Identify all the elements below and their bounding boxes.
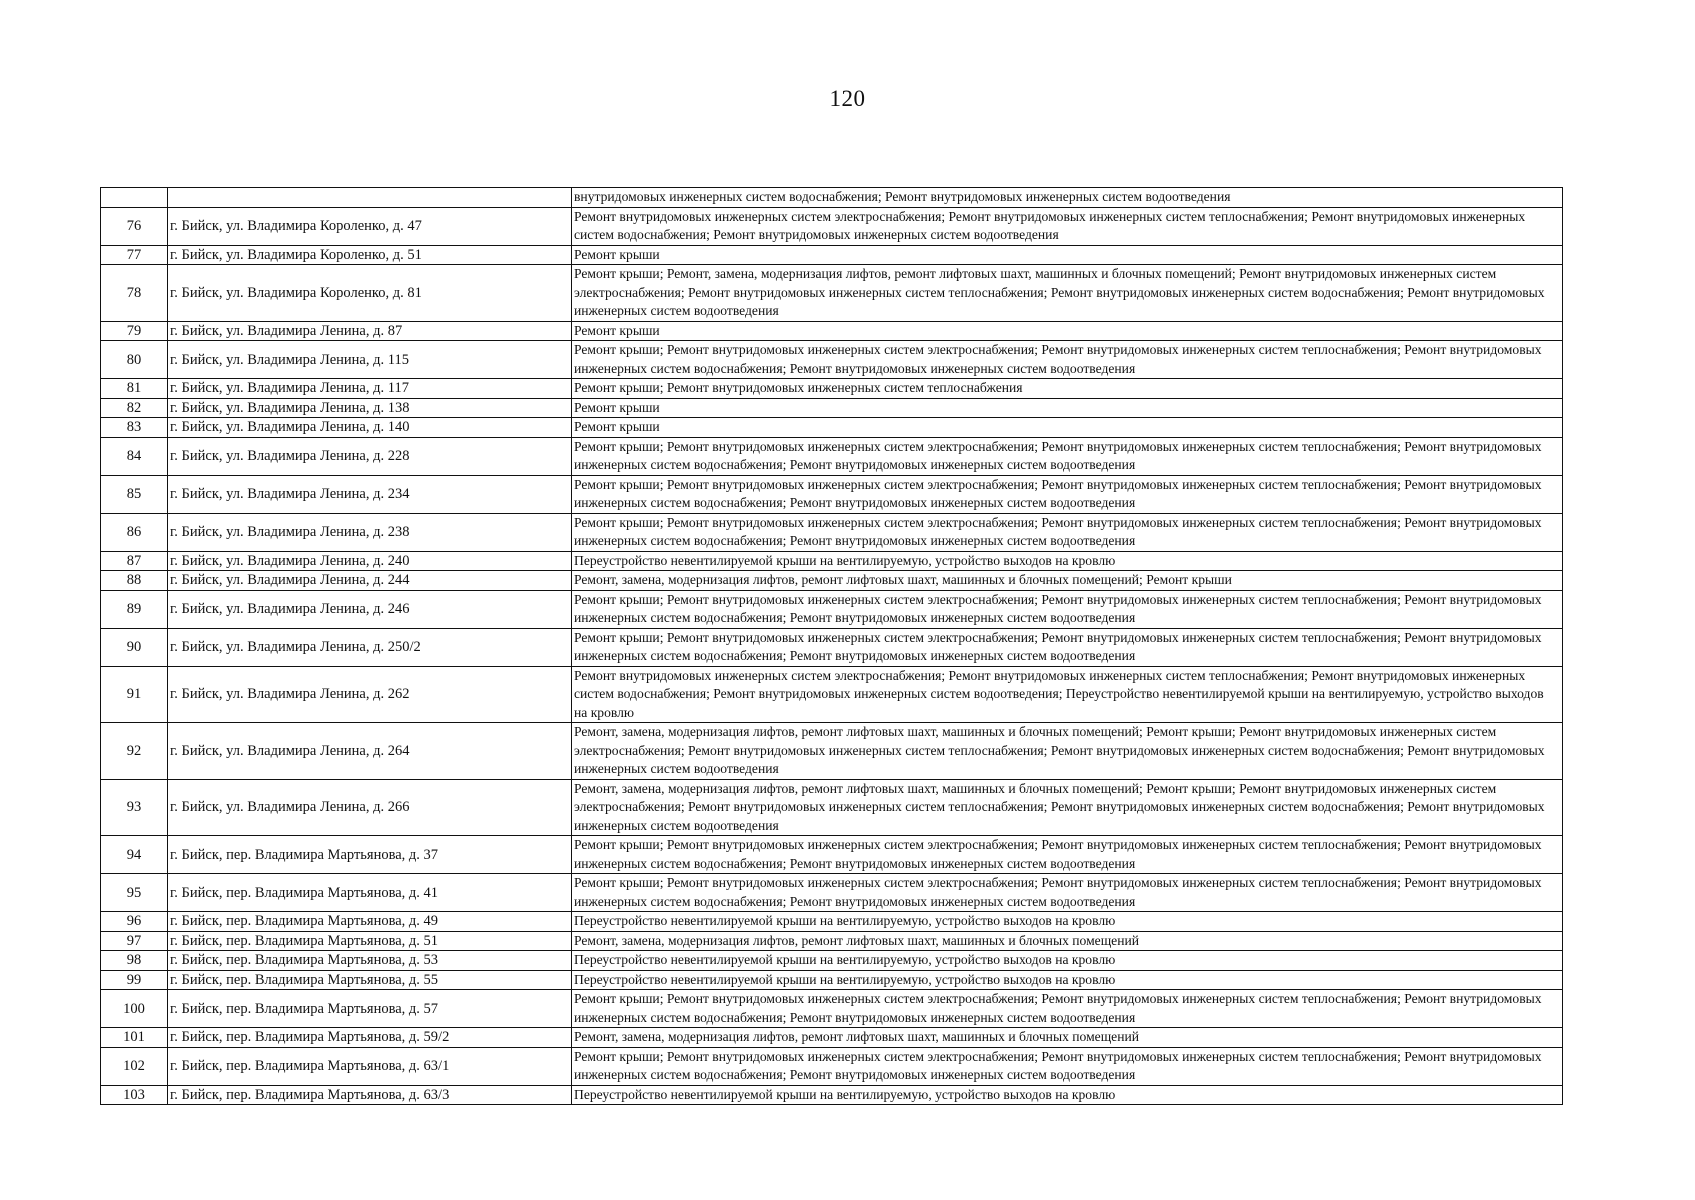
row-address: г. Бийск, ул. Владимира Ленина, д. 87 bbox=[168, 321, 572, 341]
repair-works-table bbox=[100, 187, 1563, 1105]
row-address: г. Бийск, ул. Владимира Короленко, д. 51 bbox=[168, 245, 572, 265]
table-row bbox=[101, 931, 1563, 951]
table-body bbox=[101, 188, 1563, 1105]
row-number: 100 bbox=[101, 990, 168, 1028]
row-number: 81 bbox=[101, 379, 168, 399]
row-address: г. Бийск, ул. Владимира Ленина, д. 115 bbox=[168, 341, 572, 379]
row-works: Ремонт крыши; Ремонт внутридомовых инженерных систем электроснабжения; Ремонт внутридомовых инженерных систем теплоснабжения; Ремонт внутридомовых инженерных систем водоснабжения; Ремонт внутридомовых инженерных систем водоотведения bbox=[572, 437, 1563, 475]
row-works: Ремонт, замена, модернизация лифтов, ремонт лифтовых шахт, машинных и блочных помещений; Ремонт крыши; Ремонт внутридомовых инженерных систем электроснабжения; Ремонт внутридомовых инженерных систем теплоснабжения; Ремонт внутридомовых инженерных систем водоснабжения; Ремонт внутридомовых инженерных систем водоотведения bbox=[572, 779, 1563, 836]
row-works: Ремонт крыши; Ремонт внутридомовых инженерных систем электроснабжения; Ремонт внутридомовых инженерных систем теплоснабжения; Ремонт внутридомовых инженерных систем водоснабжения; Ремонт внутридомовых инженерных систем водоотведения bbox=[572, 1047, 1563, 1085]
row-address: г. Бийск, ул. Владимира Ленина, д. 240 bbox=[168, 551, 572, 571]
row-works: Ремонт внутридомовых инженерных систем электроснабжения; Ремонт внутридомовых инженерных систем теплоснабжения; Ремонт внутридомовых инженерных систем водоснабжения; Ремонт внутридомовых инженерных систем водоотведения bbox=[572, 207, 1563, 245]
row-number: 90 bbox=[101, 628, 168, 666]
table-row bbox=[101, 1047, 1563, 1085]
row-works: Ремонт, замена, модернизация лифтов, ремонт лифтовых шахт, машинных и блочных помещений bbox=[572, 1028, 1563, 1048]
row-works: Переустройство невентилируемой крыши на вентилируемую, устройство выходов на кровлю bbox=[572, 970, 1563, 990]
row-address: г. Бийск, ул. Владимира Ленина, д. 117 bbox=[168, 379, 572, 399]
row-address: г. Бийск, ул. Владимира Ленина, д. 138 bbox=[168, 398, 572, 418]
row-number: 94 bbox=[101, 836, 168, 874]
row-address: г. Бийск, ул. Владимира Ленина, д. 238 bbox=[168, 513, 572, 551]
table-row bbox=[101, 188, 1563, 208]
row-works: Ремонт крыши; Ремонт внутридомовых инженерных систем электроснабжения; Ремонт внутридомовых инженерных систем теплоснабжения; Ремонт внутридомовых инженерных систем водоснабжения; Ремонт внутридомовых инженерных систем водоотведения bbox=[572, 513, 1563, 551]
row-works: Ремонт крыши; Ремонт, замена, модернизация лифтов, ремонт лифтовых шахт, машинных и блочных помещений; Ремонт внутридомовых инженерных систем электроснабжения; Ремонт внутридомовых инженерных систем теплоснабжения; Ремонт внутридомовых инженерных систем водоснабжения; Ремонт внутридомовых инженерных систем водоотведения bbox=[572, 265, 1563, 322]
row-works: Ремонт крыши bbox=[572, 321, 1563, 341]
table-row bbox=[101, 513, 1563, 551]
row-number: 87 bbox=[101, 551, 168, 571]
row-address: г. Бийск, ул. Владимира Ленина, д. 246 bbox=[168, 590, 572, 628]
row-works: Ремонт, замена, модернизация лифтов, ремонт лифтовых шахт, машинных и блочных помещений; Ремонт крыши bbox=[572, 571, 1563, 591]
row-address: г. Бийск, пер. Владимира Мартьянова, д. 51 bbox=[168, 931, 572, 951]
row-number: 77 bbox=[101, 245, 168, 265]
row-number: 103 bbox=[101, 1085, 168, 1105]
row-address: г. Бийск, ул. Владимира Ленина, д. 264 bbox=[168, 723, 572, 780]
table-row bbox=[101, 418, 1563, 438]
row-works: Ремонт крыши; Ремонт внутридомовых инженерных систем электроснабжения; Ремонт внутридомовых инженерных систем теплоснабжения; Ремонт внутридомовых инженерных систем водоснабжения; Ремонт внутридомовых инженерных систем водоотведения bbox=[572, 836, 1563, 874]
table-row bbox=[101, 1028, 1563, 1048]
row-works: Ремонт крыши bbox=[572, 398, 1563, 418]
row-address bbox=[168, 188, 572, 208]
row-number: 80 bbox=[101, 341, 168, 379]
row-works: Ремонт крыши; Ремонт внутридомовых инженерных систем электроснабжения; Ремонт внутридомовых инженерных систем теплоснабжения; Ремонт внутридомовых инженерных систем водоснабжения; Ремонт внутридомовых инженерных систем водоотведения bbox=[572, 590, 1563, 628]
table-row bbox=[101, 571, 1563, 591]
row-works: Ремонт крыши; Ремонт внутридомовых инженерных систем электроснабжения; Ремонт внутридомовых инженерных систем теплоснабжения; Ремонт внутридомовых инженерных систем водоснабжения; Ремонт внутридомовых инженерных систем водоотведения bbox=[572, 874, 1563, 912]
row-number: 79 bbox=[101, 321, 168, 341]
row-address: г. Бийск, пер. Владимира Мартьянова, д. 37 bbox=[168, 836, 572, 874]
table-row bbox=[101, 990, 1563, 1028]
row-number: 99 bbox=[101, 970, 168, 990]
row-address: г. Бийск, ул. Владимира Ленина, д. 140 bbox=[168, 418, 572, 438]
row-number: 84 bbox=[101, 437, 168, 475]
table-row bbox=[101, 379, 1563, 399]
row-works: Ремонт крыши; Ремонт внутридомовых инженерных систем теплоснабжения bbox=[572, 379, 1563, 399]
table-row bbox=[101, 912, 1563, 932]
table-row bbox=[101, 551, 1563, 571]
table-row bbox=[101, 628, 1563, 666]
row-works: внутридомовых инженерных систем водоснабжения; Ремонт внутридомовых инженерных систем водоотведения bbox=[572, 188, 1563, 208]
row-works: Ремонт крыши; Ремонт внутридомовых инженерных систем электроснабжения; Ремонт внутридомовых инженерных систем теплоснабжения; Ремонт внутридомовых инженерных систем водоснабжения; Ремонт внутридомовых инженерных систем водоотведения bbox=[572, 475, 1563, 513]
table-row bbox=[101, 207, 1563, 245]
table-row bbox=[101, 265, 1563, 322]
row-works: Переустройство невентилируемой крыши на вентилируемую, устройство выходов на кровлю bbox=[572, 1085, 1563, 1105]
row-works: Ремонт крыши; Ремонт внутридомовых инженерных систем электроснабжения; Ремонт внутридомовых инженерных систем теплоснабжения; Ремонт внутридомовых инженерных систем водоснабжения; Ремонт внутридомовых инженерных систем водоотведения bbox=[572, 341, 1563, 379]
row-number: 88 bbox=[101, 571, 168, 591]
row-address: г. Бийск, пер. Владимира Мартьянова, д. 63/3 bbox=[168, 1085, 572, 1105]
table-row bbox=[101, 951, 1563, 971]
table-row bbox=[101, 723, 1563, 780]
table-row bbox=[101, 779, 1563, 836]
row-number: 83 bbox=[101, 418, 168, 438]
row-works: Переустройство невентилируемой крыши на вентилируемую, устройство выходов на кровлю bbox=[572, 912, 1563, 932]
row-address: г. Бийск, ул. Владимира Ленина, д. 262 bbox=[168, 666, 572, 723]
row-address: г. Бийск, ул. Владимира Ленина, д. 228 bbox=[168, 437, 572, 475]
row-number: 95 bbox=[101, 874, 168, 912]
table-row bbox=[101, 398, 1563, 418]
row-number: 89 bbox=[101, 590, 168, 628]
table-row bbox=[101, 475, 1563, 513]
row-address: г. Бийск, пер. Владимира Мартьянова, д. 53 bbox=[168, 951, 572, 971]
row-address: г. Бийск, пер. Владимира Мартьянова, д. 49 bbox=[168, 912, 572, 932]
row-number: 92 bbox=[101, 723, 168, 780]
row-works: Ремонт, замена, модернизация лифтов, ремонт лифтовых шахт, машинных и блочных помещений; Ремонт крыши; Ремонт внутридомовых инженерных систем электроснабжения; Ремонт внутридомовых инженерных систем теплоснабжения; Ремонт внутридомовых инженерных систем водоснабжения; Ремонт внутридомовых инженерных систем водоотведения bbox=[572, 723, 1563, 780]
row-address: г. Бийск, ул. Владимира Ленина, д. 234 bbox=[168, 475, 572, 513]
row-number: 85 bbox=[101, 475, 168, 513]
table-row bbox=[101, 836, 1563, 874]
row-number: 101 bbox=[101, 1028, 168, 1048]
row-number: 78 bbox=[101, 265, 168, 322]
row-address: г. Бийск, пер. Владимира Мартьянова, д. 63/1 bbox=[168, 1047, 572, 1085]
row-address: г. Бийск, пер. Владимира Мартьянова, д. 55 bbox=[168, 970, 572, 990]
row-address: г. Бийск, ул. Владимира Короленко, д. 47 bbox=[168, 207, 572, 245]
table-row bbox=[101, 245, 1563, 265]
row-number: 82 bbox=[101, 398, 168, 418]
row-number bbox=[101, 188, 168, 208]
row-number: 86 bbox=[101, 513, 168, 551]
row-number: 91 bbox=[101, 666, 168, 723]
table-row bbox=[101, 1085, 1563, 1105]
row-address: г. Бийск, ул. Владимира Ленина, д. 244 bbox=[168, 571, 572, 591]
table-row bbox=[101, 874, 1563, 912]
row-address: г. Бийск, ул. Владимира Короленко, д. 81 bbox=[168, 265, 572, 322]
row-number: 96 bbox=[101, 912, 168, 932]
row-number: 93 bbox=[101, 779, 168, 836]
row-address: г. Бийск, пер. Владимира Мартьянова, д. 57 bbox=[168, 990, 572, 1028]
table-row bbox=[101, 970, 1563, 990]
row-works: Ремонт крыши bbox=[572, 418, 1563, 438]
row-works: Ремонт крыши; Ремонт внутридомовых инженерных систем электроснабжения; Ремонт внутридомовых инженерных систем теплоснабжения; Ремонт внутридомовых инженерных систем водоснабжения; Ремонт внутридомовых инженерных систем водоотведения bbox=[572, 628, 1563, 666]
row-works: Ремонт крыши bbox=[572, 245, 1563, 265]
table-row bbox=[101, 590, 1563, 628]
row-address: г. Бийск, пер. Владимира Мартьянова, д. 41 bbox=[168, 874, 572, 912]
row-address: г. Бийск, пер. Владимира Мартьянова, д. 59/2 bbox=[168, 1028, 572, 1048]
table-row bbox=[101, 341, 1563, 379]
row-works: Переустройство невентилируемой крыши на вентилируемую, устройство выходов на кровлю bbox=[572, 551, 1563, 571]
row-works: Ремонт внутридомовых инженерных систем электроснабжения; Ремонт внутридомовых инженерных систем теплоснабжения; Ремонт внутридомовых инженерных систем водоснабжения; Ремонт внутридомовых инженерных систем водоотведения; Переустройство невентилируемой крыши на вентилируемую, устройство выходов на кровлю bbox=[572, 666, 1563, 723]
row-address: г. Бийск, ул. Владимира Ленина, д. 266 bbox=[168, 779, 572, 836]
row-works: Ремонт крыши; Ремонт внутридомовых инженерных систем электроснабжения; Ремонт внутридомовых инженерных систем теплоснабжения; Ремонт внутридомовых инженерных систем водоснабжения; Ремонт внутридомовых инженерных систем водоотведения bbox=[572, 990, 1563, 1028]
row-works: Переустройство невентилируемой крыши на вентилируемую, устройство выходов на кровлю bbox=[572, 951, 1563, 971]
row-number: 98 bbox=[101, 951, 168, 971]
row-works: Ремонт, замена, модернизация лифтов, ремонт лифтовых шахт, машинных и блочных помещений bbox=[572, 931, 1563, 951]
row-number: 76 bbox=[101, 207, 168, 245]
table-row bbox=[101, 666, 1563, 723]
row-address: г. Бийск, ул. Владимира Ленина, д. 250/2 bbox=[168, 628, 572, 666]
row-number: 102 bbox=[101, 1047, 168, 1085]
page-number: 120 bbox=[829, 86, 866, 111]
table-row bbox=[101, 437, 1563, 475]
table-row bbox=[101, 321, 1563, 341]
row-number: 97 bbox=[101, 931, 168, 951]
